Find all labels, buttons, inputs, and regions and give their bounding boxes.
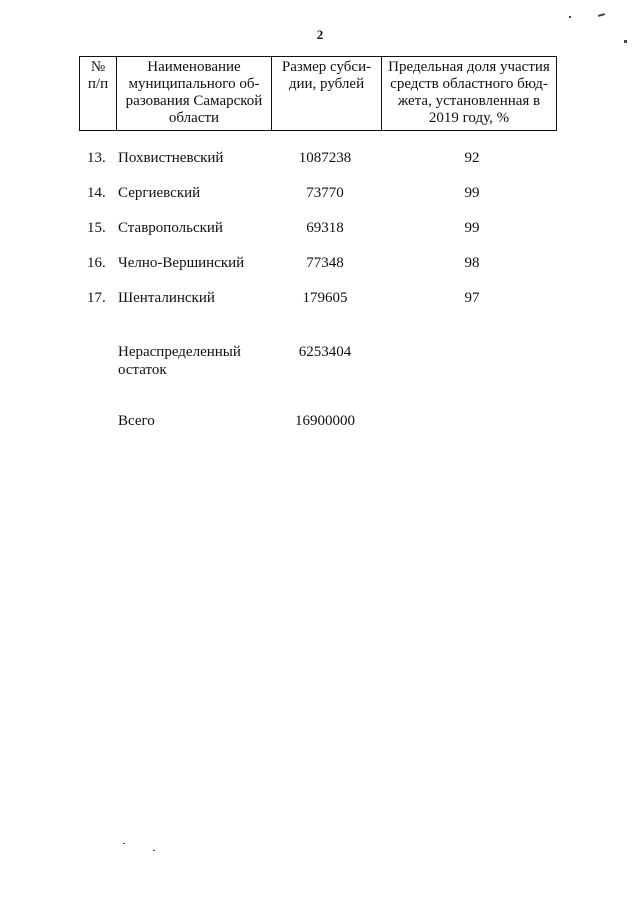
scan-speck	[598, 13, 605, 17]
row-amount: 77348	[306, 255, 344, 271]
header-col-share-text: Предельная доля участия средств областного бюд-жета, установленная в 2019 году, %	[388, 59, 550, 126]
row-municipality: Похвистневский	[118, 150, 224, 166]
row-municipality: Челно-Вершинский	[118, 255, 245, 271]
row-number: 13.	[87, 150, 106, 166]
row-amount: 73770	[306, 185, 344, 201]
header-col-amount	[272, 57, 382, 131]
row-amount: 1087238	[298, 150, 352, 166]
header-col-amount-text: Размер субси-дии, рублей	[281, 59, 372, 92]
total-label: Всего	[118, 413, 155, 429]
row-share: 99	[464, 220, 480, 236]
scan-speck	[569, 16, 571, 18]
scan-speck	[123, 843, 125, 844]
header-col-share	[382, 57, 557, 131]
unallocated-label-line1: Нераспределенный	[118, 344, 241, 360]
row-number: 17.	[87, 290, 106, 306]
total-amount: 16900000	[295, 413, 355, 429]
row-share: 92	[464, 150, 480, 166]
header-col-number	[80, 57, 117, 131]
row-municipality: Шенталинский	[118, 290, 215, 306]
row-number: 15.	[87, 220, 106, 236]
header-col-name	[117, 57, 272, 131]
row-number: 14.	[87, 185, 106, 201]
header-col-name-text: Наименование муниципального об-разования Самарской области	[125, 59, 263, 126]
unallocated-amount: 6253404	[298, 344, 352, 360]
row-number: 16.	[87, 255, 106, 271]
table-header	[79, 56, 557, 131]
header-col-number-text: № п/п	[87, 59, 109, 92]
row-municipality: Ставропольский	[118, 220, 223, 236]
row-share: 97	[464, 290, 480, 306]
page-number: 2	[316, 27, 324, 42]
unallocated-label	[118, 343, 241, 379]
unallocated-label-line2: остаток	[118, 362, 167, 378]
row-share: 98	[464, 255, 480, 271]
row-municipality: Сергиевский	[118, 185, 201, 201]
row-share: 99	[464, 185, 480, 201]
row-amount: 179605	[302, 290, 348, 306]
scan-speck	[624, 40, 627, 43]
scan-speck	[153, 850, 155, 851]
row-amount: 69318	[306, 220, 344, 236]
